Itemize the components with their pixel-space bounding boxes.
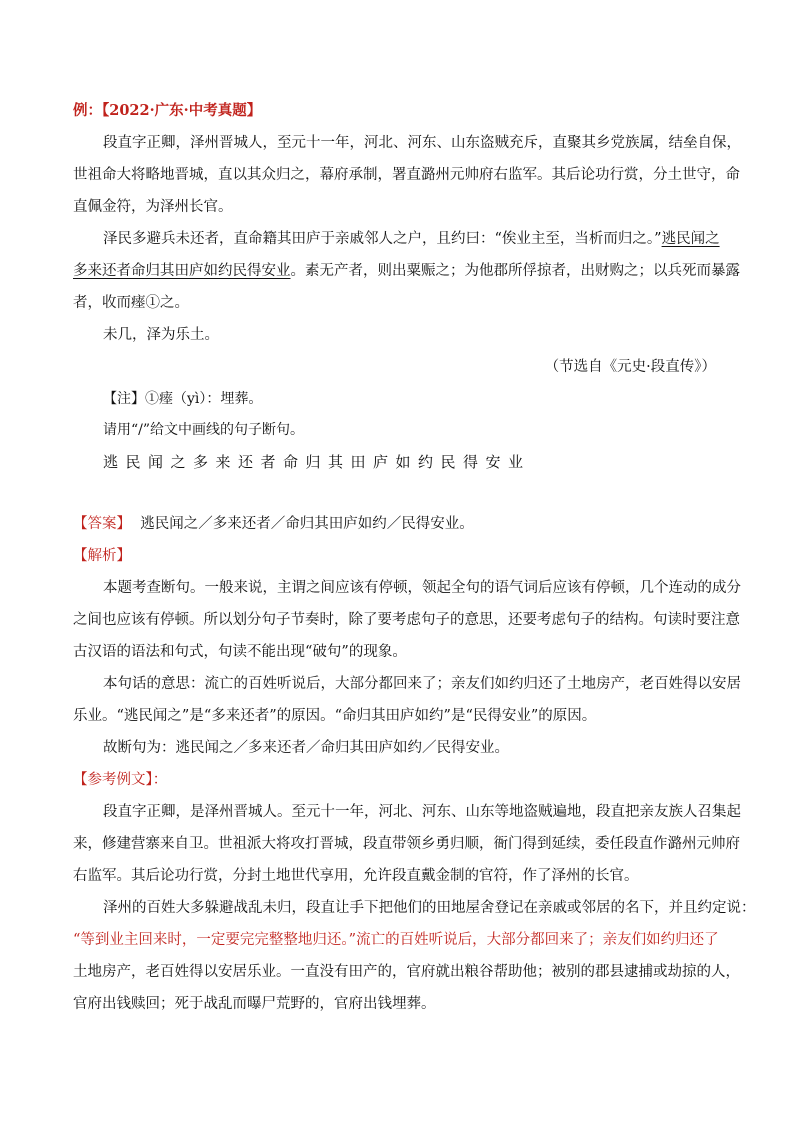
- analysis-line: 之间也应该有停顿。所以划分句子节奏时，除了要考虑句子的意思，还要考虑句子的结构。句读时要注意: [73, 612, 740, 628]
- annotation-note: 【注】①瘗（yì）：埋葬。: [103, 391, 263, 407]
- question-text: 请用“/”给文中画线的句子断句。: [103, 422, 305, 438]
- passage-line: 未几，泽为乐土。: [103, 327, 219, 343]
- passage-text: 。素无产者，则出粟赈之；为他郡所俘掠者，出财购之；以兵死而暴露: [290, 263, 740, 279]
- translation-quote: “等到业主回来时，一定要完完整整地归还。”: [73, 932, 357, 948]
- translation-text: 流亡的百姓听说后，大部分都回来了；亲友们如约归还了: [356, 932, 719, 948]
- translation-line: [73, 930, 719, 950]
- translation-line: 土地房产，老百姓得以安居乐业。一直没有田产的，官府就出粮谷帮助他；被别的郡县逮捕或劫掠的人，: [73, 964, 740, 980]
- sentence-to-punctuate: 逃民闻之多来还者命归其田庐如约民得安业: [103, 453, 531, 471]
- passage-line: 世祖命大将略地晋城，直以其众归之，幕府承制，署直潞州元帅府右监军。其后论功行赏，分土世守，命: [73, 167, 740, 183]
- translation-line: 来，修建营寨来自卫。世祖派大将攻打晋城，段直带领乡勇归顺，衙门得到延续，委任段直作潞州元帅府: [73, 836, 740, 852]
- translation-line: 右监军。其后论功行赏，分封土地世代享用，允许段直戴金制的官符，作了泽州的长官。: [73, 868, 639, 884]
- analysis-line: 乐业。“逃民闻之”是“多来还者”的原因。“命归其田庐如约”是“民得安业”的原因。: [73, 708, 597, 724]
- answer-label: 【答案】: [73, 516, 131, 532]
- passage-line: [103, 229, 720, 249]
- translation-line: 官府出钱赎回；死于战乱而曝尸荒野的，官府出钱埋葬。: [73, 996, 436, 1012]
- analysis-line: 本句话的意思：流亡的百姓听说后，大部分都回来了；亲友们如约归还了土地房产，老百姓得以安居: [103, 676, 741, 692]
- example-label: 例：: [73, 102, 102, 119]
- analysis-line: 古汉语的语法和句式，句读不能出现“破句”的现象。: [73, 644, 407, 660]
- passage-text: 泽民多避兵未还者，直命籍其田庐于亲戚邻人之户，且约曰：“俟业主至，当析而归之。”: [103, 231, 662, 247]
- passage-line: [73, 261, 740, 281]
- analysis-line: 故断句为：逃民闻之／多来还者／命归其田庐如约／民得安业。: [103, 740, 509, 756]
- underlined-sentence-part: 逃民闻之: [661, 231, 720, 247]
- analysis-line: 本题考查断句。一般来说，主谓之间应该有停顿，领起全句的语气词后应该有停顿，几个连动的成分: [103, 580, 741, 596]
- underlined-sentence-part: 多来还者命归其田庐如约民得安业: [73, 263, 291, 279]
- analysis-label: 【解析】: [73, 548, 131, 564]
- example-source-tag: 【2022·广东·中考真题】: [102, 102, 262, 119]
- passage-source: （节选自《元史·段直传》）: [544, 359, 716, 375]
- reference-label: 【参考例文】：: [73, 772, 168, 788]
- example-heading: [73, 101, 261, 121]
- answer-line: [73, 514, 474, 534]
- passage-line: 段直字正卿，泽州晋城人，至元十一年，河北、河东、山东盗贼充斥，直聚其乡党族属，结垒自保，: [103, 135, 741, 151]
- answer-text: 逃民闻之／多来还者／命归其田庐如约／民得安业。: [140, 516, 474, 532]
- translation-line: 段直字正卿，是泽州晋城人。至元十一年，河北、河东、山东等地盗贼遍地，段直把亲友族人召集起: [103, 804, 741, 820]
- passage-line: 者，收而瘗①之。: [73, 295, 189, 311]
- passage-line: 直佩金符，为泽州长官。: [73, 199, 233, 215]
- translation-line: 泽州的百姓大多躲避战乱未归，段直让手下把他们的田地屋舍登记在亲戚或邻居的名下，并且约定说：: [103, 900, 756, 916]
